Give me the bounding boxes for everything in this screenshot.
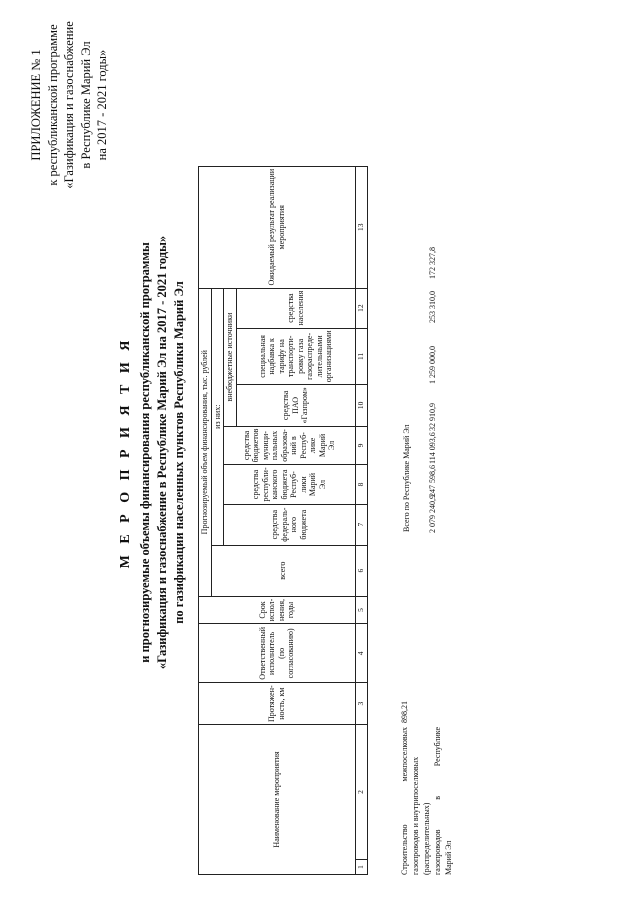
column-number: 11: [355, 328, 367, 385]
total-value-population: 172 327,8: [428, 247, 437, 279]
total-value-surcharge: 253 310,0: [428, 291, 437, 323]
document-subtitle: по газификации населенных пунктов Республики Марий Эл: [172, 281, 186, 624]
funding-table: [198, 166, 368, 875]
header-municipal: средства бюджетов муници-пальных образова-ний в Респуб-лике Марий Эл: [224, 426, 356, 465]
header-length: Протяжен-ность, км: [199, 683, 356, 725]
header-offbudget: внебюджетные источники: [224, 288, 237, 426]
column-number: 1: [356, 859, 367, 874]
header-republic: средства республи-канского бюджета Респуб-лики Марий Эл: [224, 465, 356, 504]
total-value-federal: 247 598,6: [428, 465, 437, 497]
column-number: 10: [355, 385, 367, 426]
column-number: 2: [355, 790, 365, 794]
total-value-all: 2 079 240,9: [428, 495, 437, 533]
header-term: Срок испол-нения, годы: [199, 596, 356, 624]
item-name-line: Марий Эл: [444, 840, 453, 875]
header-executor: Ответственный исполнитель (по согласованию): [199, 624, 356, 683]
column-number: 7: [355, 504, 367, 545]
document-subtitle: и прогнозируемые объемы финансирования республиканской программы: [138, 242, 152, 663]
column-number: 6: [355, 545, 367, 596]
item-name-line: газопроводов и внутрипоселковых: [411, 756, 420, 875]
document-title: М Е Р О П Р И Я Т И Я: [118, 336, 133, 569]
item-length: 898,21: [400, 701, 409, 723]
column-number: 12: [355, 288, 367, 328]
total-value-republic: 114 093,6: [428, 432, 437, 464]
header-surcharge: специальная надбавка к тарифу на транспорти-ровку газа газораспреде-лительными организациями: [236, 328, 355, 385]
column-number: 3: [355, 683, 367, 725]
appendix-line: «Газификация и газоснабжение: [62, 21, 76, 189]
header-federal: средства федераль-ного бюджета: [224, 504, 356, 545]
column-number: 9: [355, 426, 367, 465]
appendix-line: ПРИЛОЖЕНИЕ № 1: [29, 49, 43, 161]
column-number: 4: [355, 624, 367, 683]
document-subtitle: «Газификация и газоснабжение в Республике Марий Эл на 2017 - 2021 годы»: [155, 235, 169, 670]
column-number: 8: [355, 465, 367, 504]
total-value-municipal: 32 910,9: [428, 403, 437, 431]
column-number: 5: [355, 596, 367, 624]
appendix-header: [28, 10, 111, 200]
header-total: всего: [211, 545, 355, 596]
item-name-line: газопроводов в Республике: [433, 727, 442, 875]
total-value-gazprom: 1 259 000,0: [428, 346, 437, 384]
appendix-line: на 2017 - 2021 годы»: [95, 49, 109, 161]
appendix-line: к республиканской программе: [45, 24, 60, 186]
header-result: Ожидаемый результат реализации мероприятия: [199, 166, 356, 288]
header-funding: Прогнозируемый объем финансирования, тыс. рублей: [199, 288, 212, 596]
header-population: средства населения: [236, 288, 355, 328]
appendix-line: в Республике Марий Эл: [78, 41, 93, 169]
column-number: 13: [355, 166, 367, 288]
header-name: Наименование мероприятия: [199, 725, 356, 875]
total-row-label: Всего по Республике Марий Эл: [402, 424, 411, 532]
header-gazprom: средства ПАО «Газпром»: [236, 385, 355, 426]
header-of-which: из них:: [211, 288, 224, 545]
item-name-line: Строительство межпоселковых: [400, 727, 409, 875]
item-name-line: (распределительных): [422, 802, 431, 875]
